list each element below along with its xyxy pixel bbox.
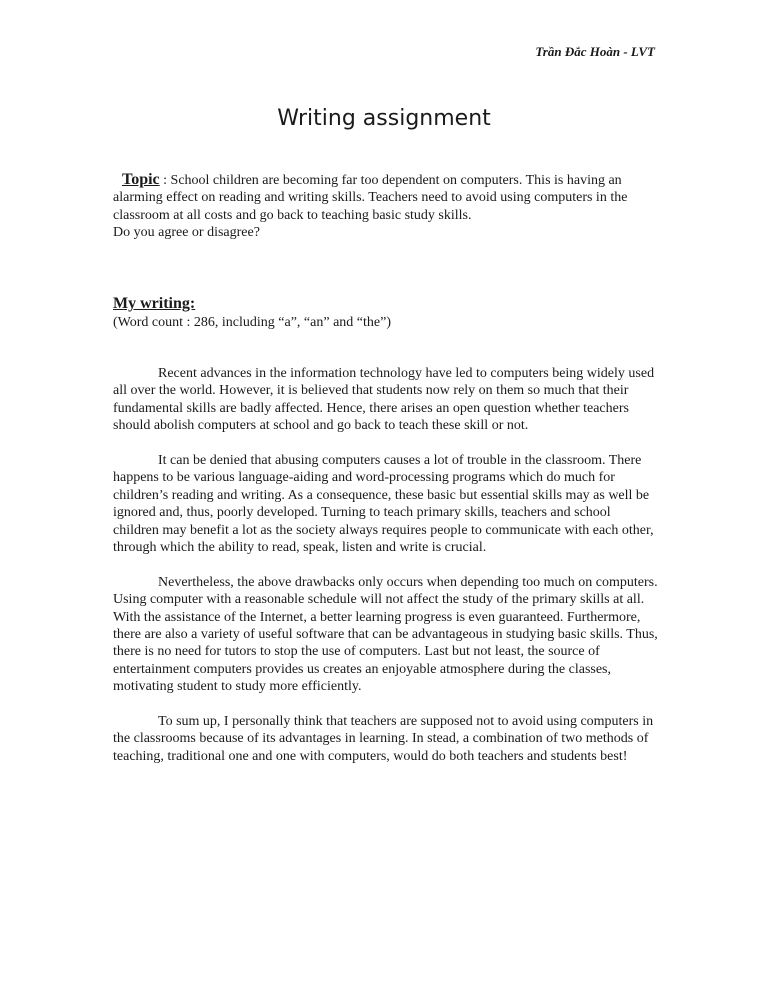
essay-paragraph-conclusion: To sum up, I personally think that teachers are supposed not to avoid using computers in the classrooms because of its advantages in learning. In stead, a combination of two methods of teaching, traditional one and one with computers, would do both teachers and students best! xyxy=(113,714,654,764)
essay-paragraph-body-2: Nevertheless, the above drawbacks only occurs when depending too much on computers. Using computer with a reasonable schedule will not affect the study of the primary skills at all. With the assistance of the Internet, a better learning progress is even guaranteed. Furthermore, there are also a variety of useful software that can be advantageous in studying basic skills. Thus, there is no need for tutors to stop the use of computers. Last but not least, the source of entertainment computers provides us creates an enjoyable atmosphere during the classes, motivating student to study more efficiently. xyxy=(113,574,658,695)
topic-question: Do you agree or disagree? xyxy=(113,225,260,241)
author-header: Trần Đắc Hoàn - LVT xyxy=(535,44,655,59)
essay-body xyxy=(113,365,658,783)
my-writing-section xyxy=(113,294,658,331)
page-title: Writing assignment xyxy=(277,106,491,131)
my-writing-heading: My writing: xyxy=(113,295,196,312)
topic-text: : School children are becoming far too dependent on computers. This is having an alarming effect on reading and writing skills. Teachers need to avoid using computers in the classroom at all costs and go back to teaching basic study skills. xyxy=(113,173,628,223)
essay-paragraph-intro: Recent advances in the information technology have led to computers being widely used all over the world. However, it is believed that students now rely on them so much that their fundamental skills are badly affected. Hence, there arises an open question whether teachers should abolish computers at school and go back to teach these skill or not. xyxy=(113,366,655,434)
topic-label: Topic xyxy=(122,171,160,188)
essay-paragraph-body-1: It can be denied that abusing computers causes a lot of trouble in the classroom. There happens to be various language-aiding and word-processing programs which do much for children’s reading and writing. As a consequence, these basic but essential skills may as well be ignored and, thus, poorly developed. Turning to teach primary skills, teachers and school children may benefit a lot as the society always requires people to communicate with each other, through which the ability to read, speak, listen and write is crucial. xyxy=(113,453,654,556)
topic-section xyxy=(113,171,658,242)
word-count: (Word count : 286, including “a”, “an” and “the”) xyxy=(113,315,391,330)
